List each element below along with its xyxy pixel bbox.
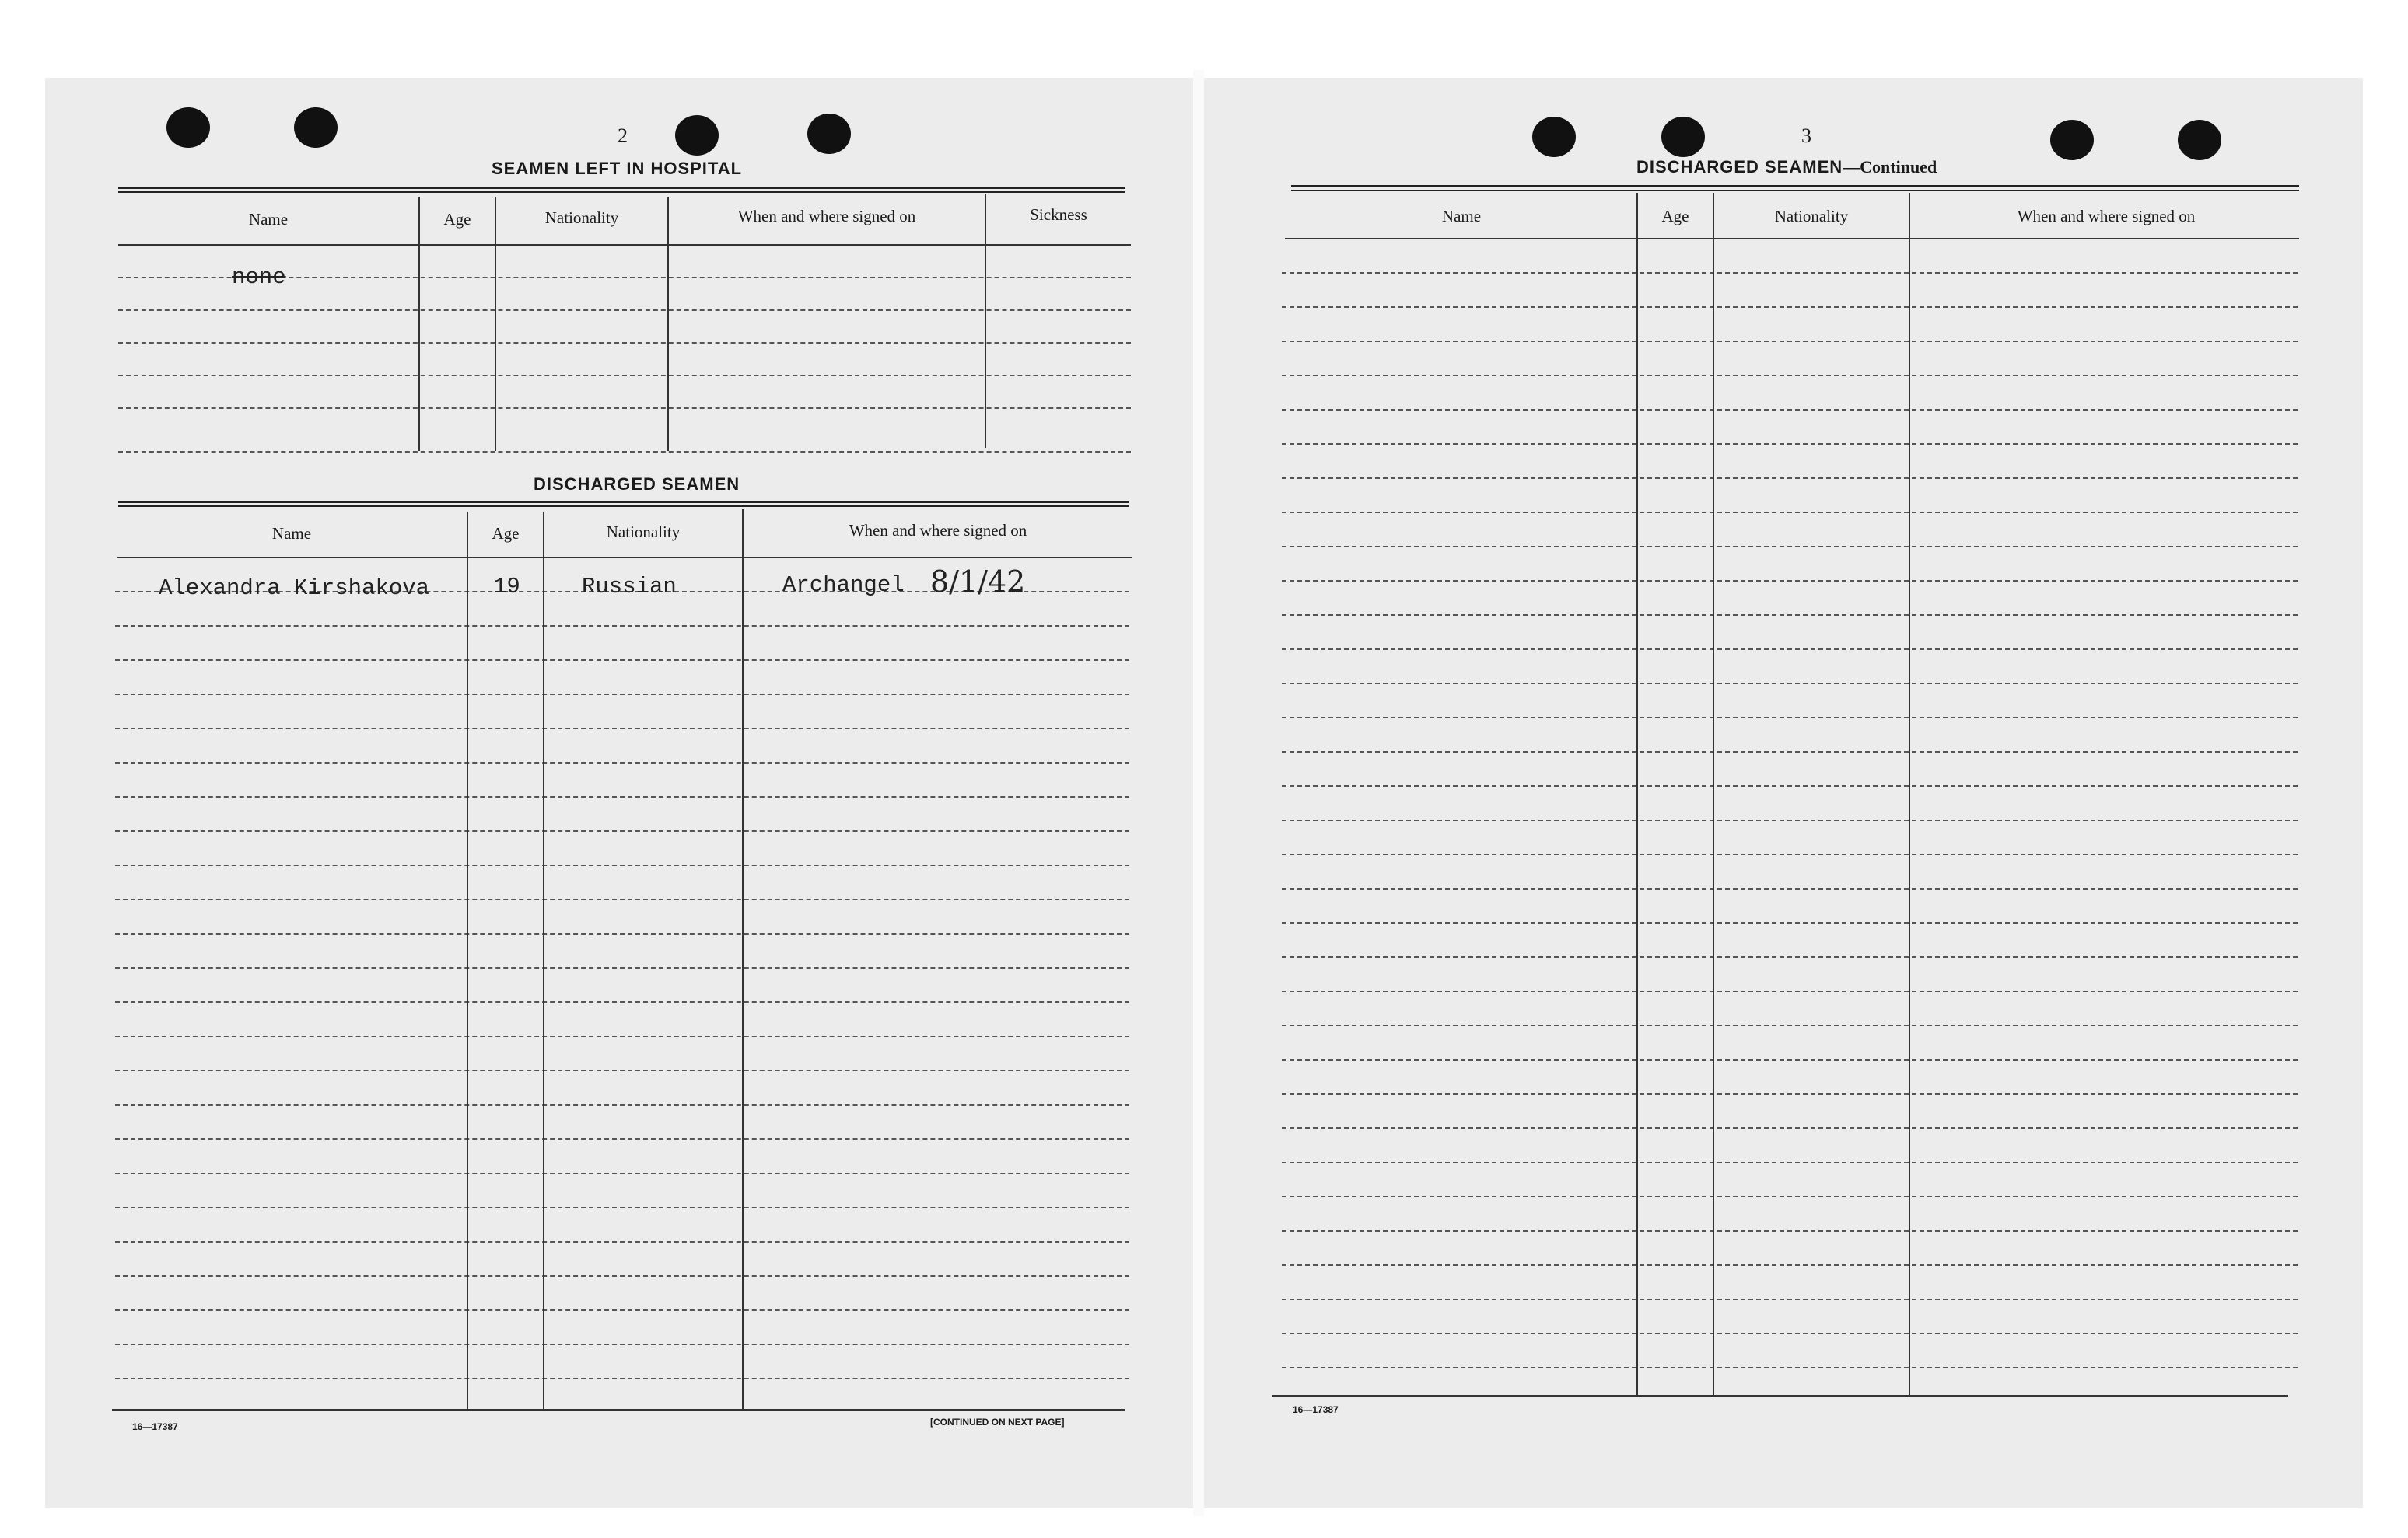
entry-line bbox=[1282, 443, 2298, 445]
page-fold bbox=[1193, 70, 1204, 1516]
entry-line bbox=[115, 933, 1129, 935]
entry-line bbox=[1282, 785, 2298, 787]
double-rule bbox=[118, 187, 1125, 193]
header-rule bbox=[117, 557, 1132, 558]
col-header-nationality: Nationality bbox=[544, 208, 619, 227]
column-divider bbox=[985, 194, 986, 448]
entry-line bbox=[1282, 1264, 2298, 1266]
column-divider bbox=[1713, 193, 1714, 1396]
continued-title-main: DISCHARGED SEAMEN bbox=[1636, 157, 1843, 177]
col-header-age: Age bbox=[1661, 207, 1689, 225]
punch-hole bbox=[1532, 117, 1576, 157]
entry-line bbox=[1282, 1333, 2298, 1334]
entry-line bbox=[1282, 1025, 2298, 1026]
entry-line bbox=[115, 865, 1129, 866]
entry-line bbox=[115, 899, 1129, 900]
entry-line bbox=[1282, 1127, 2298, 1129]
punch-hole bbox=[1661, 117, 1705, 157]
entry-line bbox=[1282, 341, 2298, 342]
continued-title-suffix: —Continued bbox=[1843, 157, 1937, 177]
col-header-age: Age bbox=[443, 210, 471, 229]
double-rule bbox=[1291, 185, 2299, 191]
signed-on-date: 8/1/42 bbox=[930, 565, 1026, 599]
entry-line bbox=[1282, 751, 2298, 753]
entry-line bbox=[1282, 1299, 2298, 1300]
entry-line bbox=[1282, 854, 2298, 855]
entry-line bbox=[115, 1378, 1129, 1379]
col-header-signed-on: When and where signed on bbox=[849, 521, 1027, 540]
punch-hole bbox=[2050, 120, 2094, 160]
col-header-signed-on: When and where signed on bbox=[737, 207, 916, 225]
column-divider bbox=[543, 512, 544, 1410]
entry-line bbox=[1282, 1367, 2298, 1368]
page-number: 3 bbox=[1801, 124, 1811, 147]
entry-line bbox=[115, 1070, 1129, 1071]
column-divider bbox=[467, 512, 468, 1410]
punch-hole bbox=[807, 114, 851, 154]
form-number: 16—17387 bbox=[132, 1421, 178, 1432]
discharged-section-title: DISCHARGED SEAMEN bbox=[534, 474, 740, 494]
entry-line bbox=[1282, 1093, 2298, 1095]
column-divider bbox=[418, 197, 420, 451]
entry-line bbox=[1282, 272, 2298, 274]
entry-line bbox=[1282, 888, 2298, 890]
continued-section-title bbox=[1636, 157, 1937, 177]
entry-line bbox=[1282, 717, 2298, 718]
continued-note: [CONTINUED ON NEXT PAGE] bbox=[930, 1417, 1065, 1428]
seaman-name: Alexandra Kirshakova bbox=[159, 575, 430, 601]
punch-hole bbox=[675, 115, 719, 156]
entry-line bbox=[1282, 820, 2298, 821]
page-number: 2 bbox=[618, 124, 628, 147]
entry-line bbox=[118, 309, 1131, 311]
col-header-name: Name bbox=[248, 210, 289, 229]
entry-line bbox=[115, 1173, 1129, 1174]
hospital-section-title: SEAMEN LEFT IN HOSPITAL bbox=[492, 159, 743, 178]
col-header-sickness: Sickness bbox=[1030, 205, 1087, 224]
entry-line bbox=[1282, 922, 2298, 924]
entry-line bbox=[1282, 477, 2298, 479]
entry-line bbox=[115, 796, 1129, 798]
column-divider bbox=[495, 197, 496, 451]
entry-line bbox=[1282, 512, 2298, 513]
col-header-nationality: Nationality bbox=[1774, 207, 1849, 225]
header-rule bbox=[118, 244, 1131, 246]
col-header-nationality: Nationality bbox=[606, 523, 681, 541]
entry-line bbox=[1282, 1196, 2298, 1197]
entry-line bbox=[115, 1309, 1129, 1311]
seaman-nationality: Russian bbox=[582, 574, 677, 599]
entry-line bbox=[115, 1001, 1129, 1003]
entry-line bbox=[118, 451, 1131, 453]
entry-line bbox=[1282, 648, 2298, 650]
entry-line bbox=[115, 1036, 1129, 1037]
column-divider bbox=[742, 509, 744, 1409]
entry-line bbox=[115, 1344, 1129, 1345]
entry-line bbox=[1282, 1230, 2298, 1232]
entry-line bbox=[1282, 580, 2298, 582]
punch-hole bbox=[2178, 120, 2221, 160]
entry-line bbox=[118, 407, 1131, 409]
punch-hole bbox=[294, 107, 338, 148]
entry-line bbox=[1282, 375, 2298, 376]
column-divider bbox=[1636, 193, 1638, 1396]
entry-line bbox=[115, 728, 1129, 729]
entry-line bbox=[1282, 1059, 2298, 1061]
double-rule bbox=[118, 501, 1129, 507]
entry-line bbox=[118, 342, 1131, 344]
entry-line bbox=[115, 967, 1129, 969]
entry-line bbox=[115, 659, 1129, 661]
hospital-entry-none: none bbox=[232, 264, 286, 290]
entry-line bbox=[115, 625, 1129, 627]
entry-line bbox=[115, 1104, 1129, 1106]
col-header-signed-on: When and where signed on bbox=[2017, 207, 2196, 225]
entry-line bbox=[1282, 546, 2298, 547]
punch-hole bbox=[166, 107, 210, 148]
form-number: 16—17387 bbox=[1293, 1404, 1339, 1415]
entry-line bbox=[115, 1241, 1129, 1243]
col-header-name: Name bbox=[271, 524, 312, 543]
column-divider bbox=[667, 197, 669, 451]
entry-line bbox=[1282, 306, 2298, 308]
entry-line bbox=[115, 694, 1129, 695]
entry-line bbox=[1282, 614, 2298, 616]
header-rule bbox=[1285, 238, 2299, 239]
entry-line bbox=[115, 1275, 1129, 1277]
document-sheet bbox=[45, 78, 2363, 1508]
entry-line bbox=[115, 830, 1129, 832]
entry-line bbox=[1282, 683, 2298, 684]
entry-line bbox=[1282, 956, 2298, 958]
bottom-rule bbox=[1272, 1395, 2288, 1397]
entry-line bbox=[1282, 409, 2298, 411]
entry-line bbox=[1282, 991, 2298, 992]
signed-on-place: Archangel bbox=[782, 572, 905, 598]
entry-line bbox=[115, 1207, 1129, 1208]
col-header-age: Age bbox=[492, 524, 520, 543]
entry-line bbox=[115, 762, 1129, 764]
bottom-rule bbox=[112, 1409, 1125, 1411]
column-divider bbox=[1909, 193, 1910, 1396]
col-header-name: Name bbox=[1441, 207, 1482, 225]
entry-line bbox=[118, 375, 1131, 376]
entry-line bbox=[1282, 1162, 2298, 1163]
entry-line bbox=[115, 1138, 1129, 1140]
seaman-age: 19 bbox=[493, 574, 520, 599]
